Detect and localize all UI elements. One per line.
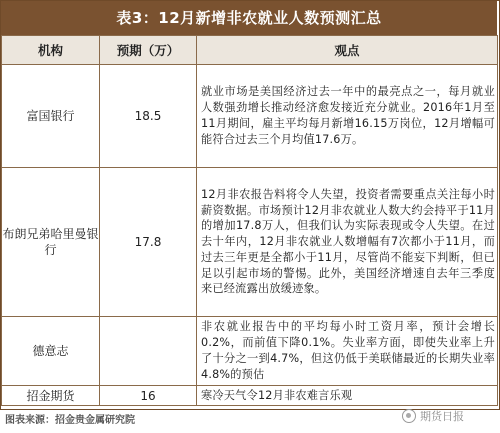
prediction-cell — [100, 317, 197, 386]
header-row — [2, 36, 498, 65]
table-title: 表3：12月新增非农就业人数预测汇总 — [1, 1, 497, 35]
table-row — [2, 317, 498, 386]
table-row — [2, 168, 498, 317]
org-cell: 富国银行 — [2, 65, 100, 168]
view-cell: 12月非农报告料将令人失望，投资者需要重点关注每小时薪资数据。市场预计12月非农就业人数大约会持平于11月的增加17.8万人，但我们认为实际表现或令人失望。在过去十年内，12月非农就业人数增幅有7次都小于11月，而过去三年更是全都小于11月，尽管尚不能妄下判断，但已足以引起市场的警惕。此外，美国经济增速自去年三季度来已经流露出放缓迹象。 — [197, 168, 498, 317]
table-row — [2, 65, 498, 168]
org-cell: 德意志 — [2, 317, 100, 386]
prediction-cell: 18.5 — [100, 65, 197, 168]
view-cell: 非农就业报告中的平均每小时工资月率，预计会增长0.2%，而前值下降0.1%。失业率方面，即使失业率上升了十分之一到4.7%，但这仍低于美联储最近的长期失业率4.8%的预估 — [197, 317, 498, 386]
org-cell: 招金期货 — [2, 386, 100, 406]
watermark — [402, 408, 464, 424]
header-org: 机构 — [2, 36, 100, 65]
org-cell: 布朗兄弟哈里曼银行 — [2, 168, 100, 317]
prediction-cell: 17.8 — [100, 168, 197, 317]
forecast-table — [1, 35, 498, 406]
wechat-logo-icon — [402, 409, 416, 423]
watermark-text: 期货日报 — [420, 410, 464, 423]
header-prediction: 预期（万） — [100, 36, 197, 65]
prediction-cell: 16 — [100, 386, 197, 406]
view-cell: 寒冷天气令12月非农难言乐观 — [197, 386, 498, 406]
table-row — [2, 386, 498, 406]
header-view: 观点 — [197, 36, 498, 65]
view-cell: 就业市场是美国经济过去一年中的最亮点之一，每月就业人数强劲增长推动经济愈发接近充分就业。2016年1月至11月期间，雇主平均每月新增16.15万岗位，12月增幅可能符合过去三个月均值17.6万。 — [197, 65, 498, 168]
source-note: 图表来源：招金贵金属研究院 — [5, 415, 135, 426]
